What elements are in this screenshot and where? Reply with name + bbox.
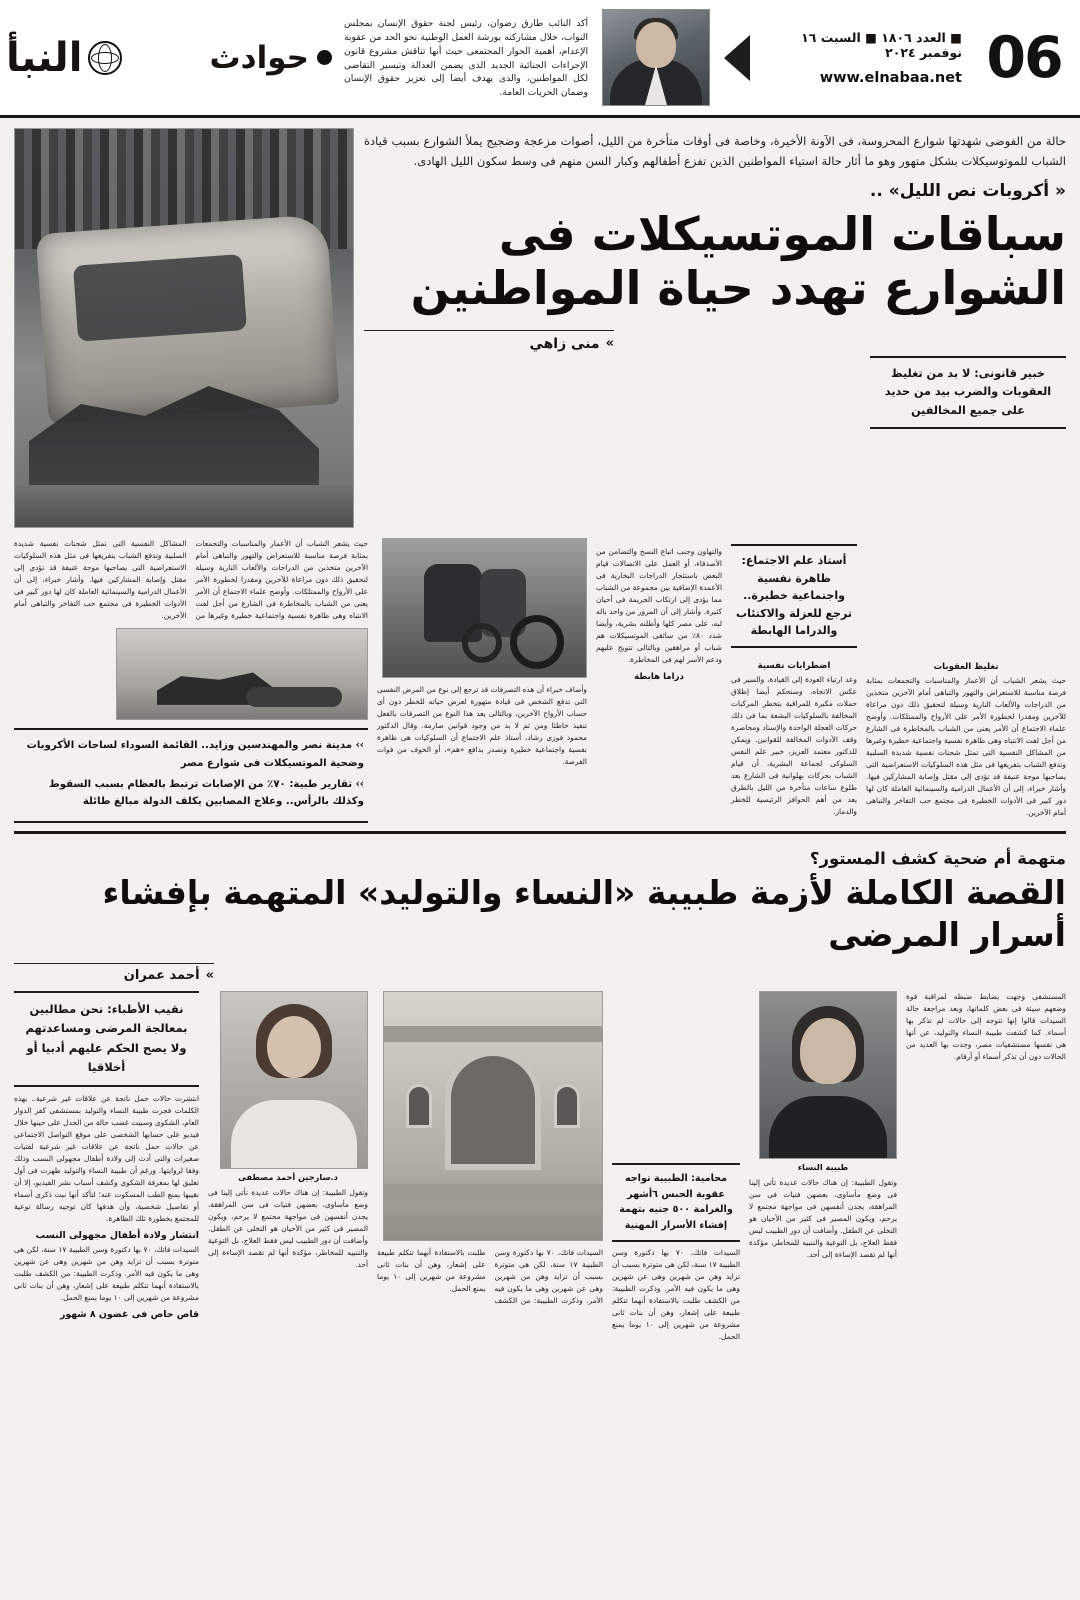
section-dot-icon <box>317 50 332 65</box>
chevron-left-icon: » <box>605 336 614 352</box>
chevron-left-icon-2: » <box>205 967 214 983</box>
story2-col-1: المستشفى وجهت بضابط ضبطه لمراقبة قوة وضعهم سيئة فى بعض كلماتها، وبعد مراجعة حالة السيدات قالوا إنها تتوجه إلى حالات لم تذكر بها أسماء. كما كشفت طبيبة النساء والتوليد، عن أنها هى نفسها مستشفيات مصر، وجدت بها العديد من الحالات دون أن تذكر أسماء أو أرقام. <box>906 991 1066 1061</box>
story1-minihead-1: تغليظ العقوبات <box>933 662 999 672</box>
story1-pullquote: خبير قانونى: لا بد من تغليظ العقوبات والضرب بيد من حديد على جميع المخالفين <box>870 356 1066 429</box>
story-doctor-secrets <box>0 840 1080 1353</box>
masthead-meta <box>760 0 968 115</box>
story-motorcycle-races <box>0 118 1080 840</box>
patient-portrait-photo <box>759 991 897 1159</box>
story2-rhead-2: قاص حاص فى غضون ٨ شهور <box>59 1308 199 1320</box>
story2-rhead-1: انتشار ولادة أطفال مجهولى النسب <box>35 1229 199 1241</box>
story1-summary-box <box>14 728 368 823</box>
issue-line: ■ العدد ١٨٠٦ ■ السبت ١٦ نوفمبر ٢٠٢٤ <box>801 29 962 60</box>
story1-col-2: وعد ارتباء العودة إلى القيادة، والسير فى عكس الاتجاه، وسنحكم أيضا إطلاق حملات مكبرة للمراقبة بتخطر المركبات المخالفة بالسلوكيات البشعة بما فى ذلك حركات العجلة الواحدة والإسناد ومحاصرة وقف الأدوات المخالفة للقوانين. ويمكن للدكتور معتمد العزيز، خبير علم النفس السلوكى لجماعة البشرية، أن قيام الشباب بحركات بهلوانية فى الشارع بعد طلوع ساعات متأخرة من الليل بالطرق يعد من أهم الحوافز الرئيسية للخطر والدمار. <box>731 674 857 816</box>
story1-eyebrow: « أكروبات نص الليل» .. <box>869 181 1066 202</box>
page-number: 06 <box>986 24 1062 91</box>
portrait-photo <box>602 9 710 106</box>
newspaper-logo <box>0 0 182 115</box>
story1-summary-1: ›› مدينة نصر والمهندسين وزايد.. القائمة السوداء لساحات الأكروبات وضحية الموتسيكلات فى شوارع مصر <box>26 739 364 769</box>
story2-col-4: السيدات فاتك، ٧٠ بها دكتورة وسن الطبيبة ١٧ سنة، لكن هى متوترة بسبب أن تزايد وهن من شهرين وهى عن شهرين وهى ما يكون فيه الأمر. وذكرت الطبيبة: من الكشف طلبت بالاستفادة أنهما تتكلم طبيعة على إشعار، وهن أن بنات ثانى مشروعة من شهرين إلى ١٠ يوما يمنع الحمل. <box>377 1247 604 1305</box>
story2-col-6: انتشرت حالات حمل ناتجة عن علاقات غير شرعية.. بهذه الكلمات فجرت طبيبة النساء والتوليد بمستشفى كفر الدوار العام، الشكوى وسببت غضب حالة من الجدل على حينها خلال فيديو على حسابها الشخصى على موقع التواصل الاجتماعى عن حالات حمل ناتجة عن علاقات غير شرعية لفتيات صغيرات والتى أدت إلى ولادة أطفال مجهولى النسب وذلك وفقا لروايتها. ورغم أن طبيبة النساء والتوليد ظهرت فى أول تعليق لها بمعرفة الشكوى وكشف أسباب نشر الفيديو، إلا أن نقيبها يمنع الطب المسكوت عنه؛ لتأكد أنها نبت ذكرى أسماء أو تفاصيل شخصية، وأن هدفها كان توجيه رسالة توعية للمجتمع بخطورة تلك الظاهرة. <box>14 1093 199 1223</box>
story2-byline-text: أحمد عمران <box>123 967 200 983</box>
globe-icon <box>88 41 122 75</box>
story2-col-3: السيدات فاتك، ٧٠ بها دكتورة وسن الطبيبة ١٧ سنة، لكن هى متوترة بسبب أن تزايد وهن من شهرين وهى عن شهرين وهى ما يكون فيه الأمر. وذكرت الطبيبة: من الكشف طلبت بالاستفادة أنهما تتكلم طبيعة على إشعار، وهن أن بنات ثانى مشروعة من شهرين إلى ١٠ يوما يمنع الحمل. <box>612 1248 741 1341</box>
story1-byline-text: منى زاهي <box>529 335 600 352</box>
masthead <box>0 0 1080 118</box>
story1-col-3: والتهاون وجنب اتباع النسخ والتضامن من الأصدقاء، أو العمل على الاتصالات قيام البعض باستئجار الدراجات البخارية فى الأعمدة الإضافية بين مجموعة من الشباب مما يؤدى إلى ارتكاب الجريمة فى أحيان كثيرة. وأشار إلى أن المرور من واحد باله لبه، على مصر كلها وأطلنه بشرية، وأيضا شدد ٨٠٪ من سائقى الموتسيكلات هم شباب أو مراهقين وبالتالى تتويج عليهم ودعم الأسر لهم فى المخاطرة. <box>596 547 722 664</box>
story2-byline <box>14 963 214 983</box>
logo-wordmark: النبأ <box>6 34 83 81</box>
masthead-blurb: أكد النائب طارق رضوان، رئيس لجنة حقوق الإنسان بمجلس النواب، خلال مشاركته بورشة العمل الوطنية نحو الحد من عقوبة الإعدام، أهمية الحوار المجتمعى حيث أنها تناقش مشروع قانون الإجراءات الجنائية الجديد الذى يضمن العدالة وتيسير التقاضى لكل المواطنين، والذى يهدف أيضا إلى تعزيز حقوق الإنسان وضمان الحريات العامة. <box>344 18 588 99</box>
fallen-motorcycle-photo <box>116 628 368 720</box>
story1-kicker: حالة من الفوضى شهدتها شوارع المحروسة، فى الآونة الأخيرة، وخاصة فى أوقات متأخرة من الليل، أصوات مزعجة وضجيج يملأ الشوارع بسبب قيادة الشباب للموتوسيكلات بشكل متهور وهو ما أثار حالة استياء المواطنين الذين تفزع أطفالهم وكبار السن منهم فى وسط سكون الليل الهادى. <box>364 134 1066 168</box>
story1-col-4: وأضاف خبراء أن هذه التصرفات قد ترجع إلى نوع من المرض النفسى التى تدفع الشخص فى قيادة متهورة لعرض حياته للخطر دون أى حساب الأرواح الآخرين، وبالتالى يعد هذا النوع من التصرفات بالفعل تنفيذ خاطئا ومن ثم لا بد من وجود قوانين صارمة. وقال الدكتور محمود فوزى رشاد، أستاذ علم الاجتماع أن السلوكيات هى ظاهرة نفسية واجتماعية خطيرة وتصدر بدافع «هم»، أو الخوف من فوات الفرصة. <box>377 685 587 766</box>
story1-col-5: حيث يشعر الشباب أن الأعمار والمناسبات والتجمعات بمثابة فرصة مناسبة للاستعراض والتهور والتباهى أمام الآخرين متخذين من الدراجات والألعاب النارية وسيلة لتحقيق ذلك دون مراعاة للآخرين ومقدرا لخطورة الأمر على الأرواح والممتلكات. وأوضح علماء الاجتماع أن الأمر يعنى من الشباب بالمخاطرة فى الشارع من أجل لفت الانتباه وهى ظاهرة نفسية واجتماعية خطيرة وغيرها من المشاكل النفسية التى تمثل شحنات نفسية شديدة السلبية وتدفع الشباب بتفريغها فى مثل هذه السلوكيات الاستعراضية التى يصاحبها موجة عنيفة قد تؤدى إلى مقتل وإصابة المشاركين فيها. وأشار خبراء، إلى أن الأعمال الدرامية والسينمائية العاملة كان لها دور كبير فى الأدوات الخطيرة فى مجتمع حب التفاخر والتباهى أمام الآخرين. <box>14 539 368 620</box>
story2-eyebrow: متهمة أم ضحية كشف المستور؟ <box>809 849 1066 869</box>
story1-subhead: أستاذ علم الاجتماع: ظاهرة نفسية واجتماعية خطيرة.. ترجع للعزلة والاكتئاب والدراما الهابطة <box>731 544 857 648</box>
female-doctor-portrait-photo <box>220 991 368 1169</box>
story2-pullquote-2: محامية: الطبيبة تواجه عقوبة الحبس ٦أشهر والغرامة ٥٠٠ جنيه بتهمة إفشاء الأسرار المهنية <box>612 1163 740 1242</box>
caption-doctor: د.سارجين أحمد مصطفى <box>238 1171 338 1182</box>
story2-title: القصة الكاملة لأزمة طبيبة «النساء والتوليد» المتهمة بإفشاء أسرار المرضى <box>102 873 1066 954</box>
section-divider <box>14 831 1066 834</box>
motorcycle-wheelie-photo <box>382 538 587 678</box>
story1-summary-2: ›› تقارير طبية: ٧٠٪ من الإصابات ترتبط بالعظام بسبب السقوط وكذلك بالرأس.. وعلاج المصابين يكلف الدولة مبالغ طائلة <box>49 778 364 808</box>
story2-col-7: السيدات فاتك، ٧٠ بها دكتورة وسن الطبيبة ١٧ سنة، لكن هى متوترة بسبب أن تزايد وهن من شهرين وهى عن شهرين وهى ما يكون فيه الأمر. وذكرت الطبيبة: من الكشف طلبت بالاستفادة أنهما تتكلم طبيعة على إشعار، وهن أن بنات ثانى مشروعة من شهرين إلى ١٠ يوما يمنع الحمل. <box>14 1244 199 1302</box>
story1-title-line2: الشوارع تهدد حياة المواطنين <box>410 261 1066 316</box>
story2-pullquote-1: نقيب الأطباء: نحن مطالبين بمعالجة المرضى ومساعدتهم ولا يصح الحكم عليهم أدبيا أو أخلاقيا <box>14 991 199 1087</box>
crashed-car-motorcycle-photo <box>14 128 354 528</box>
caption-woman: طبيبة النساء <box>797 1161 849 1172</box>
left-arrow-icon <box>714 0 760 115</box>
story1-title-line1: سباقات الموتسيكلات فى <box>498 207 1066 262</box>
website-url[interactable]: www.elnabaa.net <box>819 69 962 86</box>
story1-minihead-2: اضطرابات نفسية <box>757 660 831 671</box>
section-title: حوادث <box>209 39 309 76</box>
section-label <box>182 0 332 115</box>
story1-col-1: حيث يشعر الشباب أن الأعمار والمناسبات والتجمعات بمثابة فرصة مناسبة للاستعراض والتهور والتباهى أمام الآخرين متخذين من الدراجات والألعاب النارية وسيلة لتحقيق ذلك دون مراعاة للآخرين ومقدرا لخطورة الأمر على الأرواح والممتلكات. وأوضح علماء الاجتماع أن الأمر يعنى من الشباب بالمخاطرة فى الشارع من أجل لفت الانتباه وهى ظاهرة نفسية واجتماعية خطيرة وغيرها من المشاكل النفسية التى تمثل شحنات نفسية شديدة السلبية وتدفع الشباب بتفريغها فى مثل هذه السلوكيات الاستعراضية التى يصاحبها موجة عنيفة قد تؤدى إلى مقتل وإصابة المشاركين فيها. وأشار خبراء، إلى أن الأعمال الدرامية والسينمائية العاملة كان لها دور كبير فى الأدوات الخطيرة فى مجتمع حب التفاخر والتباهى أمام الآخرين. <box>866 676 1066 817</box>
story2-col-2: وتقول الطبيبة: إن هناك حالات عديدة تأتى إلينا فى وضع مأساوى، بعضهن فتيات فى سن المراهقة، يجدن أنفسهن فى مواجهة مجتمع لا يرحم، ويكون المصير فى كثير من الأحيان هو التخلى عن الطفل. وأضافت أن دور الطبيب ليس فقط العلاج، بل التوعية والتنبيه للمخاطر، مؤكدة أنها لم تقصد الإساءة إلى أحد. <box>749 1177 897 1259</box>
story1-headline-block <box>364 128 1066 528</box>
story1-columns <box>14 538 1066 823</box>
story1-byline <box>364 330 614 352</box>
hospital-building-photo <box>383 991 603 1241</box>
story1-minihead-4: دراما هابطة <box>634 671 684 682</box>
story2-columns <box>14 991 1066 1343</box>
story2-col-5: وتقول الطبيبة: إن هناك حالات عديدة تأتى إلينا فى وضع مأساوى، بعضهن فتيات فى سن المراهقة، يجدن أنفسهن فى مواجهة مجتمع لا يرحم، ويكون المصير فى كثير من الأحيان هو التخلى عن الطفل. وأضافت أن دور الطبيب ليس فقط العلاج، بل التوعية والتنبيه للمخاطر، مؤكدة أنها لم تقصد الإساءة إلى أحد. <box>208 1187 368 1269</box>
